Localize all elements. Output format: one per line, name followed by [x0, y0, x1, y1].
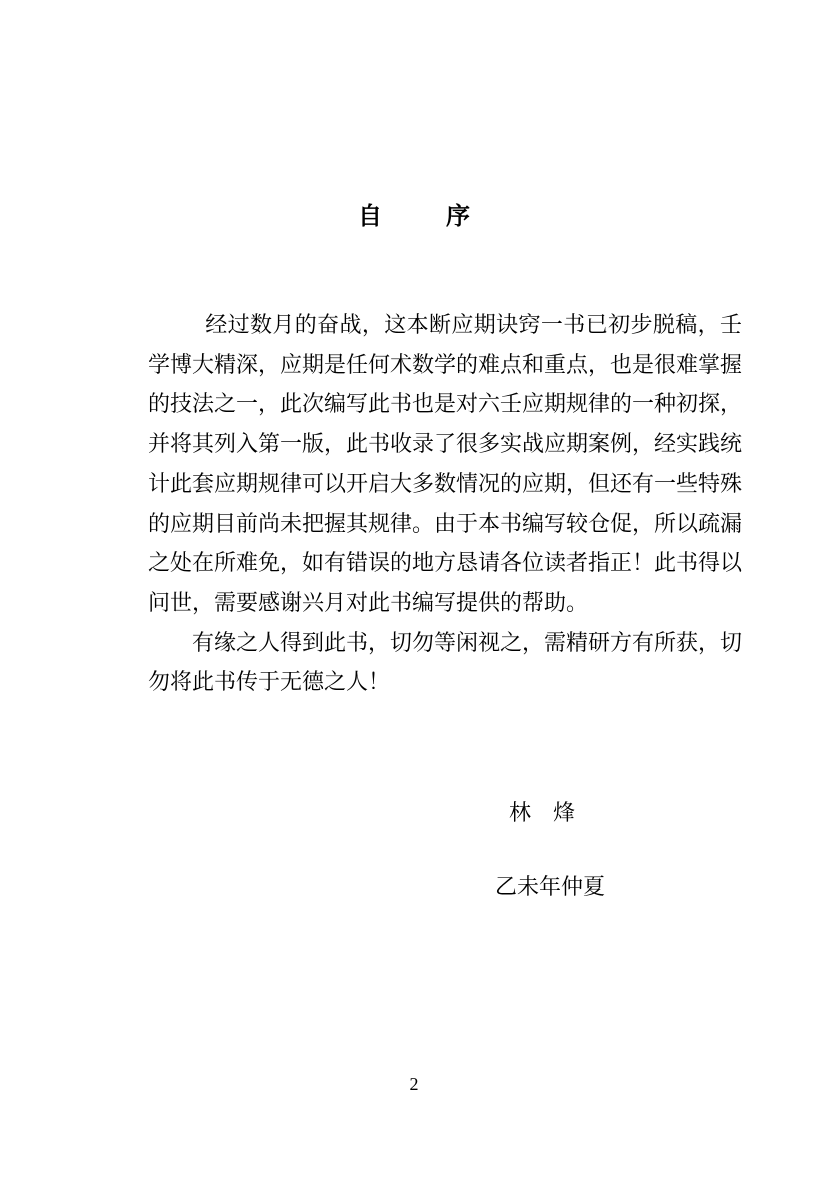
title-char-right: 序	[446, 201, 470, 230]
preface-body	[148, 306, 742, 703]
preface-paragraph-1: 经过数月的奋战，这本断应期诀窍一书已初步脱稿，壬学博大精深，应期是任何术数学的难点和重点，也是很难掌握的技法之一，此次编写此书也是对六壬应期规律的一种初探，并将其列入第一版，此书收录了很多实战应期案例，经实践统计此套应期规律可以开启大多数情况的应期，但还有一些特殊的应期目前尚未把握其规律。由于本书编写较仓促，所以疏漏之处在所难免，如有错误的地方恳请各位读者指正！此书得以问世，需要感谢兴月对此书编写提供的帮助。	[148, 313, 743, 616]
author-name-second: 烽	[553, 801, 576, 826]
page-title	[0, 196, 828, 231]
page-number: 2	[409, 1074, 419, 1094]
author-name-first: 林	[509, 801, 532, 826]
title-char-left: 自	[358, 201, 382, 230]
preface-paragraph-2: 有缘之人得到此书，切勿等闲视之，需精研方有所获，切勿将此书传于无德之人！	[148, 630, 743, 696]
signature-date: 乙未年仲夏	[495, 875, 606, 900]
author-signature	[509, 796, 575, 827]
